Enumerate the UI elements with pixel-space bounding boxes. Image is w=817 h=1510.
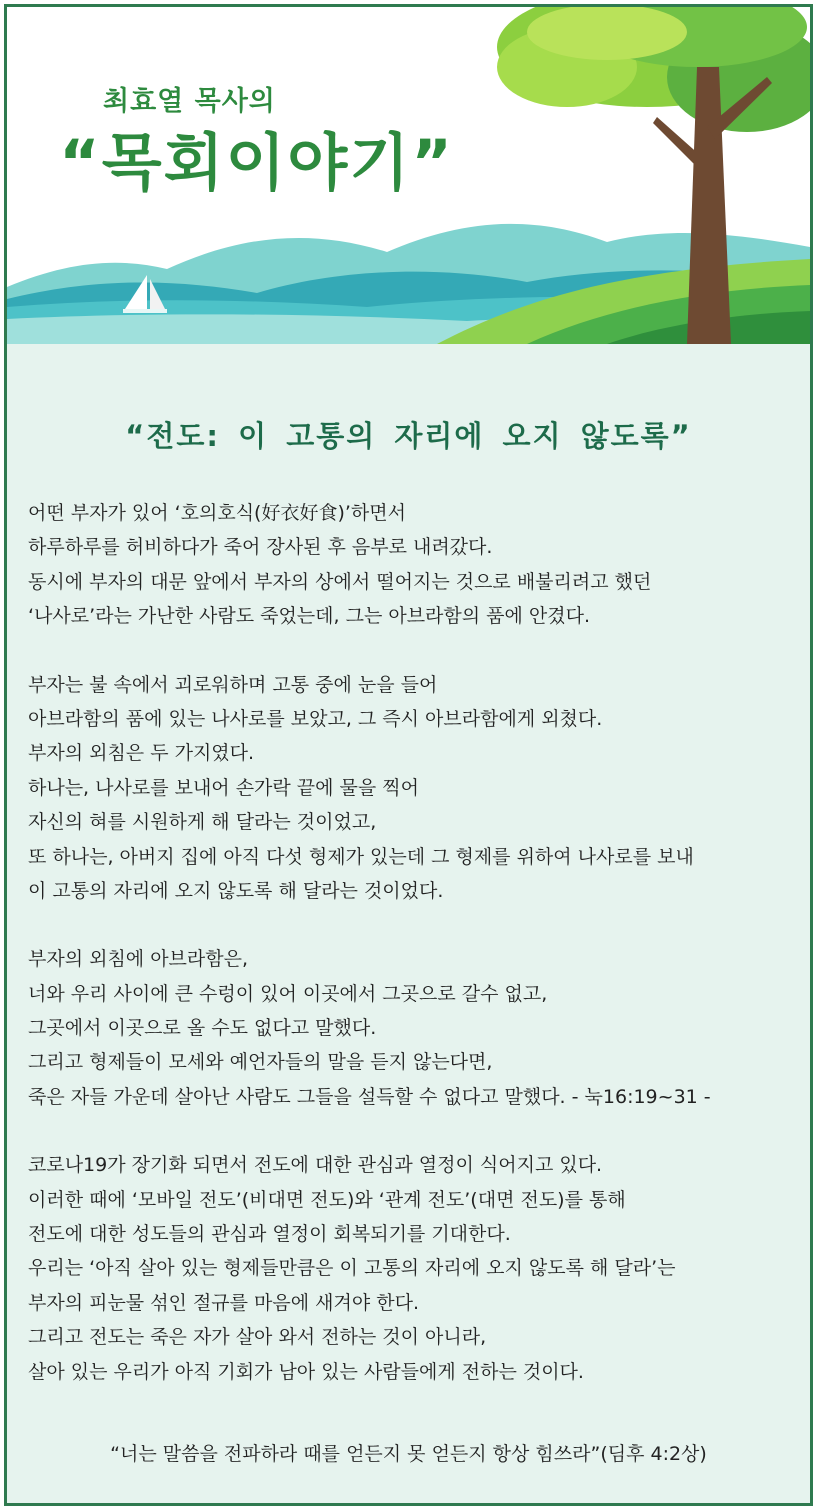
text-line: 그리고 형제들이 모세와 예언자들의 말을 듣지 않는다면, (28, 1051, 493, 1074)
text-line: 하루하루를 허비하다가 죽어 장사된 후 음부로 내려갔다. (28, 536, 493, 559)
closing-verse: “너는 말씀을 전파하라 때를 얻든지 못 얻든지 항상 힘쓰라”(딤후 4:2상) (110, 1443, 707, 1465)
text-line: 너와 우리 사이에 큰 수렁이 있어 이곳에서 그곳으로 갈수 없고, (28, 982, 548, 1005)
text-line: 부자의 외침은 두 가지였다. (28, 742, 255, 765)
paragraph (28, 942, 808, 1114)
paragraph (28, 668, 808, 909)
text-line: 또 하나는, 아버지 집에 아직 다섯 형제가 있는데 그 형제를 위하여 나사로를 보내 (28, 845, 694, 868)
text-line: 전도에 대한 성도들의 관심과 열정이 회복되기를 기대한다. (28, 1223, 511, 1246)
text-line: 아브라함의 품에 있는 나사로를 보았고, 그 즉시 아브라함에게 외쳤다. (28, 707, 603, 730)
article-body (28, 496, 808, 1423)
page-frame (4, 4, 813, 1506)
banner-title: “목회이야기” (59, 126, 454, 199)
text-line: 살아 있는 우리가 아직 기회가 남아 있는 사람들에게 전하는 것이다. (28, 1360, 584, 1383)
text-line: 자신의 혀를 시원하게 해 달라는 것이었고, (28, 811, 377, 834)
text-line: 부자의 피눈물 섞인 절규를 마음에 새겨야 한다. (28, 1291, 420, 1314)
banner-subtitle: 최효열 목사의 (103, 86, 276, 117)
text-line: 그곳에서 이곳으로 올 수도 없다고 말했다. (28, 1017, 377, 1040)
text-line: 그리고 전도는 죽은 자가 살아 와서 전하는 것이 아니라, (28, 1326, 487, 1349)
text-line: 부자의 외침에 아브라함은, (28, 948, 249, 971)
text-line: 우리는 ‘아직 살아 있는 형제들만큼은 이 고통의 자리에 오지 않도록 해 달라’는 (28, 1257, 676, 1280)
text-line: 이 고통의 자리에 오지 않도록 해 달라는 것이었다. (28, 879, 444, 902)
text-line: 하나는, 나사로를 보내어 손가락 끝에 물을 찍어 (28, 776, 420, 799)
text-line: 이러한 때에 ‘모바일 전도’(비대면 전도)와 ‘관계 전도’(대면 전도)를 통해 (28, 1188, 626, 1211)
text-line: ‘나사로’라는 가난한 사람도 죽었는데, 그는 아브라함의 품에 안겼다. (28, 605, 590, 628)
text-line: 어떤 부자가 있어 ‘호의호식(好衣好食)’하면서 (28, 502, 406, 524)
article-headline: “전도: 이 고통의 자리에 오지 않도록” (125, 419, 692, 453)
text-line: 동시에 부자의 대문 앞에서 부자의 상에서 떨어지는 것으로 배불리려고 했던 (28, 570, 652, 593)
header-banner (7, 7, 810, 344)
paragraph (28, 496, 808, 634)
text-line: 부자는 불 속에서 괴로워하며 고통 중에 눈을 들어 (28, 673, 438, 696)
text-line: 죽은 자들 가운데 살아난 사람도 그들을 설득할 수 없다고 말했다. - 눅16:19~31 - (28, 1085, 711, 1108)
paragraph (28, 1148, 808, 1389)
text-line: 코로나19가 장기화 되면서 전도에 대한 관심과 열정이 식어지고 있다. (28, 1154, 603, 1177)
